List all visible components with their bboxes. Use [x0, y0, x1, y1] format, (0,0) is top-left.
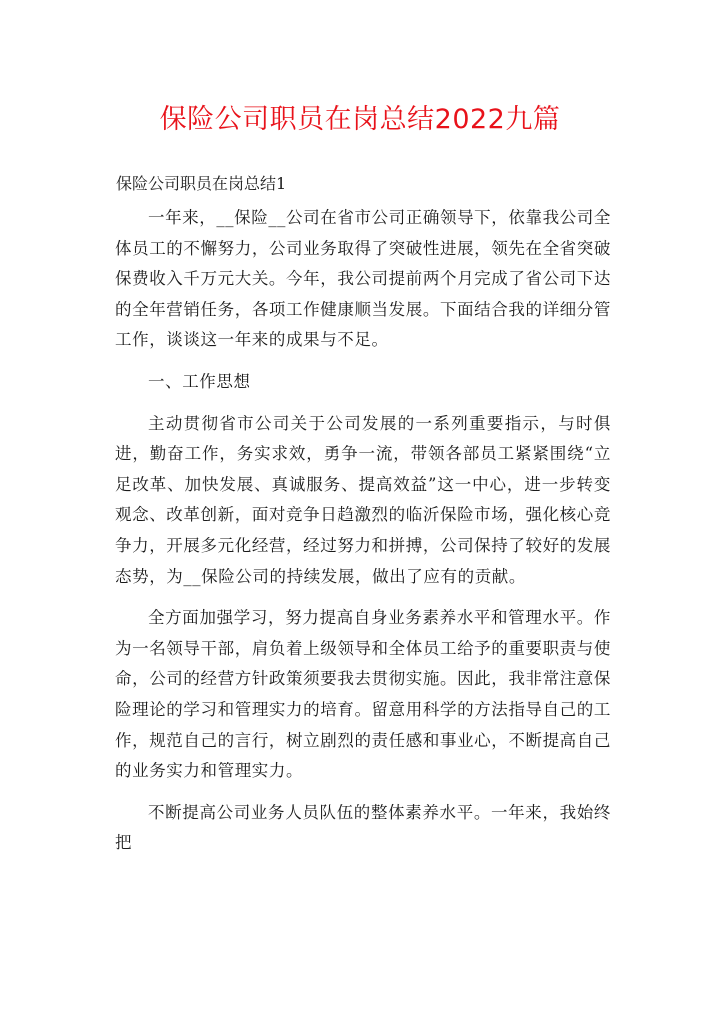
document-title: 保险公司职员在岗总结2022九篇 [159, 104, 561, 135]
paragraph-study: 全方面加强学习，努力提高自身业务素养水平和管理水平。作为一名领导干部，肩负着上级领导和全体员工给予的重要职责与使命，公司的经营方针政策须要我去贯彻实施。因此，我非常注意保险理论的学习和管理实力的培育。留意用科学的方法指导自己的工作，规范自己的言行，树立剧烈的责任感和事业心，不断提高自己的业务实力和管理实力。 [115, 608, 611, 781]
paragraph-team: 不断提高公司业务人员队伍的整体素养水平。一年来，我始终把 [115, 802, 611, 853]
paragraph-heading-work-thought: 一、工作思想 [148, 371, 251, 391]
document-body [115, 203, 611, 859]
section-heading: 保险公司职员在岗总结1 [116, 174, 287, 193]
paragraph-intro: 一年来，__保险__公司在省市公司正确领导下，依靠我公司全体员工的不懈努力，公司业务取得了突破性进展，领先在全省突破保费收入千万元大关。今年，我公司提前两个月完成了省公司下达的全年营销任务，各项工作健康顺当发展。下面结合我的详细分管工作，谈谈这一年来的成果与不足。 [115, 208, 611, 350]
paragraph-work-thought: 主动贯彻省市公司关于公司发展的一系列重要指示，与时俱进，勤奋工作，务实求效，勇争一流，带领各部员工紧紧围绕“立足改革、加快发展、真诚服务、提高效益”这一中心，进一步转变观念、改革创新，面对竞争日趋激烈的临沂保险市场，强化核心竞争力，开展多元化经营，经过努力和拼搏，公司保持了较好的发展态势，为__保险公司的持续发展，做出了应有的贡献。 [115, 413, 611, 586]
